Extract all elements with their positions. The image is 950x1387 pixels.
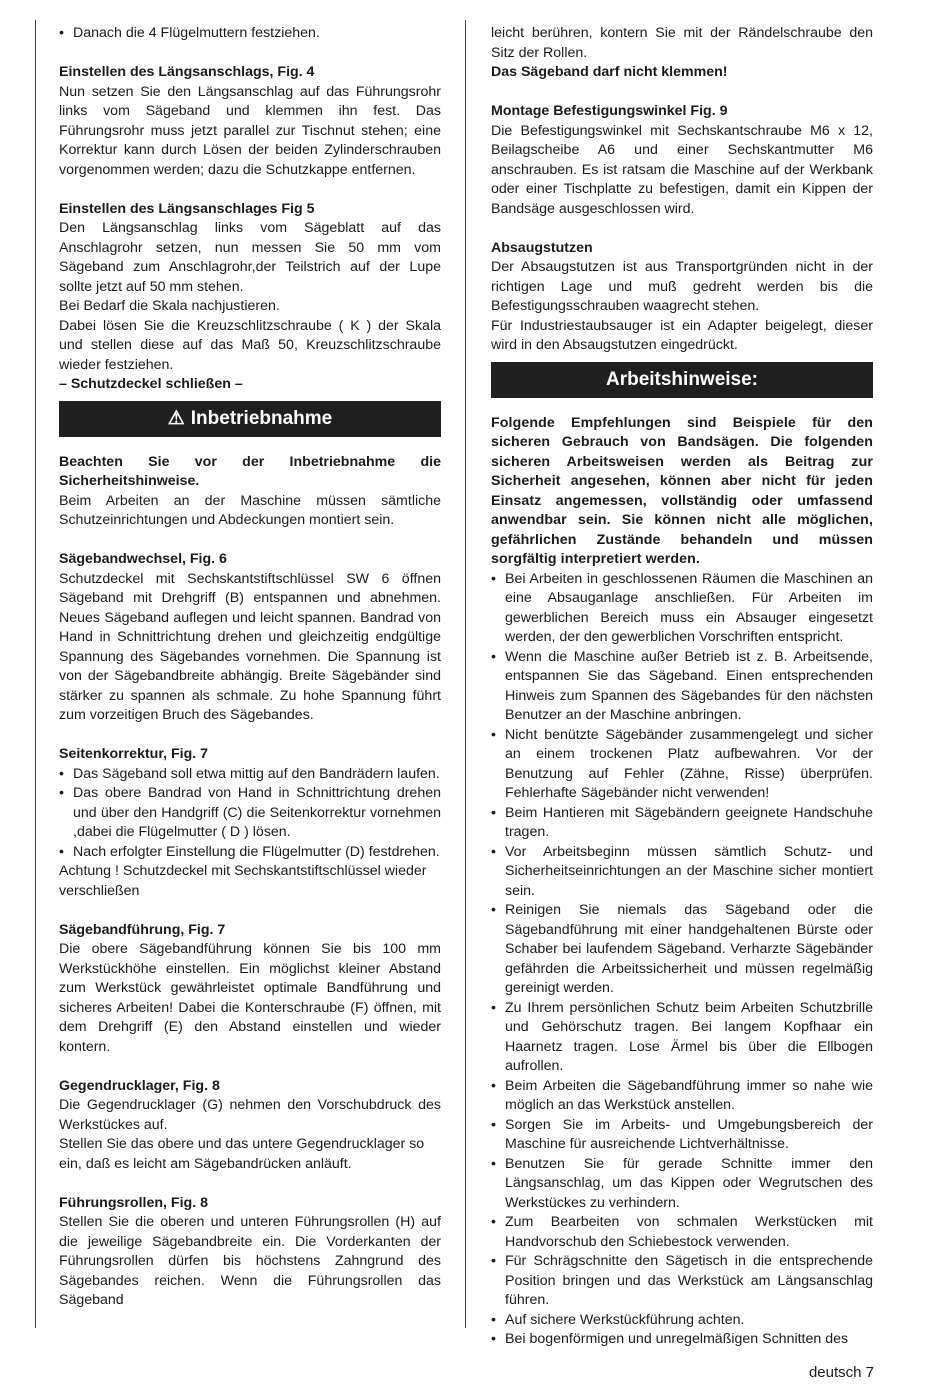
section-heading: Sägebandführung, Fig. 7	[59, 921, 226, 938]
section-text: Achtung ! Schutzdeckel mit Sechskantstiftschlüssel wieder verschließen	[59, 863, 427, 899]
list-item: • Nach erfolgter Einstellung die Flügelmutter (D) festdrehen.	[59, 843, 441, 863]
section-laengsanschlag-fig5	[59, 200, 441, 395]
list-item: • Reinigen Sie niemals das Sägeband oder die Sägebandführung mit einer handgehaltenen Bürste oder Schaber bei laufendem Sägeband. Verharzte Sägebänder gefährden die Arbeitssicherheit und müssen regelmäßig gereinigt werden.	[491, 901, 873, 999]
section-text: Nun setzen Sie den Längsanschlag auf das Führungsrohr links vom Sägeband und klemmen ihn fest. Das Führungsrohr muss jetzt parallel zur Tischnut stehen; eine Korrektur kann durch Lösen der beiden Zylinderschrauben vorgenommen werden; dazu die Schutzkappe entfernen.	[59, 83, 441, 178]
warning-icon: ⚠	[167, 407, 185, 429]
section-text: Bei Bedarf die Skala nachjustieren.	[59, 298, 280, 314]
list-item: • Das Sägeband soll etwa mittig auf den Bandrädern laufen.	[59, 765, 441, 785]
section-text: Den Längsanschlag links vom Sägeblatt auf das Anschlagrohr setzen, nun messen Sie 50 mm vom Sägeband zum Anschlagrohr,der Teilstrich auf der Lupe sollte jetzt auf 50 mm stehen.	[59, 220, 441, 295]
section-sicherheitshinweise	[59, 453, 441, 531]
list-item: • Für Schrägschnitte den Sägetisch in die entsprechende Position bringen und das Werkstück am Längsanschlag führen.	[491, 1252, 873, 1311]
intro-bullet-block	[59, 24, 441, 44]
section-heading: Einstellen des Längsanschlags, Fig. 4	[59, 64, 315, 80]
section-saegebandfuehrung	[59, 921, 441, 1058]
list-item: • Bei bogenförmigen und unregelmäßigen Schnitten des	[491, 1330, 873, 1350]
section-gegendrucklager	[59, 1077, 441, 1175]
section-text: Die obere Sägebandführung können Sie bis 100 mm Werkstückhöhe einstellen. Ein möglichst kleiner Abstand zum Werkstück gewährleistet optimale Bandführung und sicheres Arbeiten! Dabei die Konterschraube (F) öffnen, mit dem Drehgriff (E) den Abstand einstellen und wieder kontern.	[59, 941, 441, 1055]
safety-intro	[491, 414, 873, 570]
section-text: Die Gegendrucklager (G) nehmen den Vorschubdruck des Werkstückes auf.	[59, 1097, 441, 1133]
list-item: • Sorgen Sie im Arbeits- und Umgebungsbereich der Maschine für ausreichende Lichtverhältnisse.	[491, 1116, 873, 1155]
section-heading: Führungsrollen, Fig. 8	[59, 1194, 208, 1211]
column-divider	[465, 20, 466, 1328]
section-heading: Gegendrucklager, Fig. 8	[59, 1077, 220, 1094]
banner-title: Inbetriebnahme	[190, 407, 333, 429]
banner-inbetriebnahme	[59, 401, 441, 437]
section-text: Stellen Sie die oberen und unteren Führungsrollen (H) auf die jeweilige Sägebandbreite ein. Die Vorderkanten der Führungsrollen dürfen bis höchstens Zahngrund des Sägebandes reichen. Wenn die Führungsrollen das Sägeband	[59, 1214, 441, 1308]
closing-note: – Schutzdeckel schließen –	[59, 376, 243, 392]
section-fuehrungsrollen	[59, 1194, 441, 1311]
section-seitenkorrektur	[59, 745, 441, 901]
list-item: • Vor Arbeitsbeginn müssen sämtlich Schutz- und Sicherheitseinrichtungen an der Maschine sicher montiert sein.	[491, 843, 873, 902]
section-heading: Beachten Sie vor der Inbetriebnahme die Sicherheitshinweise.	[59, 453, 441, 489]
list-item: • Benutzen Sie für gerade Schnitte immer den Längsanschlag, um das Kippen oder Wegrutschen des Werkstückes zu verhindern.	[491, 1155, 873, 1214]
section-text: Schutzdeckel mit Sechskantstiftschlüssel SW 6 öffnen Sägeband mit Drehgriff (B) entspannen und abnehmen. Neues Sägeband auflegen und leicht spannen. Bandrad von Hand in Schnittrichtung drehen und gleichzeitig endgültige Spannung des Sägebandes vornehmen. Die Spannung ist von der Sägebandbreite abhängig. Breite Sägebänder sind stärker zu spannen als schmale. Zu hohe Spannung führt zum vorzeitigen Bruch des Sägebandes.	[59, 570, 441, 723]
section-heading: Montage Befestigungswinkel Fig. 9	[491, 103, 728, 119]
list-item: • Nicht benützte Sägebänder zusammengelegt und sicher an einem trockenen Platz aufbewahren. Vor der Benutzung auf Fehler (Zähne, Risse) überprüfen. Fehlerhafte Sägebänder nicht verwenden!	[491, 726, 873, 804]
page-footer: deutsch 7	[808, 1364, 874, 1381]
left-column	[59, 24, 441, 1330]
left-margin-rule	[35, 20, 36, 1328]
section-heading: Einstellen des Längsanschlages Fig 5	[59, 200, 315, 217]
list-item: • Beim Arbeiten die Sägebandführung immer so nahe wie möglich an das Werkstück anstellen.	[491, 1077, 873, 1116]
list-item: • Danach die 4 Flügelmuttern festziehen.	[59, 24, 441, 44]
section-heading: Seitenkorrektur, Fig. 7	[59, 746, 209, 762]
section-saegebandwechsel	[59, 550, 441, 726]
emphasis-note: Das Sägeband darf nicht klemmen!	[491, 64, 728, 80]
section-text: Stellen Sie das obere und das untere Gegendrucklager so ein, daß es leicht am Sägebandrücken anläuft.	[59, 1136, 425, 1172]
list-item: • Zum Bearbeiten von schmalen Werkstücken mit Handvorschub den Schiebestock verwenden.	[491, 1213, 873, 1252]
list-item: • Wenn die Maschine außer Betrieb ist z. B. Arbeitsende, entspannen Sie das Sägeband. Einen entsprechenden Hinweis zum Spannen des Sägebandes für den nächsten Benutzer an der Maschine anbringen.	[491, 648, 873, 726]
list-item: • Bei Arbeiten in geschlossenen Räumen die Maschinen an eine Absauganlage anschließen. Für Arbeiten im gewerblichen Bereich muss ein Absauger eingesetzt werden, der den gewerblichen Vorschriften entspricht.	[491, 570, 873, 648]
section-heading: Sägebandwechsel, Fig. 6	[59, 551, 227, 567]
section-text: Dabei lösen Sie die Kreuzschlitzschraube ( K ) der Skala und stellen diese auf das Maß 50, Kreuzschlitzschraube wieder festziehen.	[59, 317, 441, 373]
list-item: • Beim Hantieren mit Sägebändern geeignete Handschuhe tragen.	[491, 804, 873, 843]
section-heading: Absaugstutzen	[491, 239, 593, 256]
section-text: Beim Arbeiten an der Maschine müssen sämtliche Schutzeinrichtungen und Abdeckungen montiert sein.	[59, 492, 441, 528]
section-befestigungswinkel	[491, 102, 873, 219]
list-item: • Das obere Bandrad von Hand in Schnittrichtung drehen und über den Handgriff (C) die Seitenkorrektur vornehmen ,dabei die Flügelmutter ( D ) lösen.	[59, 784, 441, 843]
section-text: Der Absaugstutzen ist aus Transportgründen nicht in der richtigen Lage und muß gedreht werden bis die Befestigungsschrauben waagrecht stehen.	[491, 259, 873, 314]
section-absaugstutzen	[491, 239, 873, 356]
safety-list	[491, 570, 873, 1350]
list-item: • Auf sichere Werkstückführung achten.	[491, 1311, 873, 1331]
section-text: leicht berühren, kontern Sie mit der Rändelschraube den Sitz der Rollen.	[491, 25, 873, 61]
section-laengsanschlag-fig4	[59, 63, 441, 180]
section-text: Die Befestigungswinkel mit Sechskantschraube M6 x 12, Beilagscheibe A6 und einer Sechskantmutter M6 anschrauben. Es ist ratsam die Maschine auf der Werkbank oder einer Tischplatte zu befestigen, damit ein Kippen der Bandsäge ausgeschlossen wird.	[491, 122, 873, 217]
right-column	[491, 24, 873, 1350]
intro-text: Folgende Empfehlungen sind Beispiele für den sicheren Gebrauch von Bandsägen. Die folgenden sicheren Arbeitsweisen werden als Beitrag zur Sicherheit angesehen, können aber nicht für jeden Einsatz angemessen, vollständig oder umfassend anwendbar sein. Sie können nicht alle möglichen, gefährlichen Zustände behandeln und müssen sorgfältig interpretiert werden.	[491, 414, 873, 567]
banner-title: Arbeitshinweise:	[605, 368, 759, 390]
section-text: Für Industriestaubsauger ist ein Adapter beigelegt, dieser wird in den Absaugstutzen eingedrückt.	[491, 317, 873, 353]
list-item: • Zu Ihrem persönlichen Schutz beim Arbeiten Schutzbrille und Gehörschutz tragen. Bei langem Kopfhaar ein Haarnetz tragen. Lose Ärmel bis über die Ellbogen aufrollen.	[491, 999, 873, 1077]
banner-arbeitshinweise	[491, 362, 873, 398]
continuation-block	[491, 24, 873, 83]
